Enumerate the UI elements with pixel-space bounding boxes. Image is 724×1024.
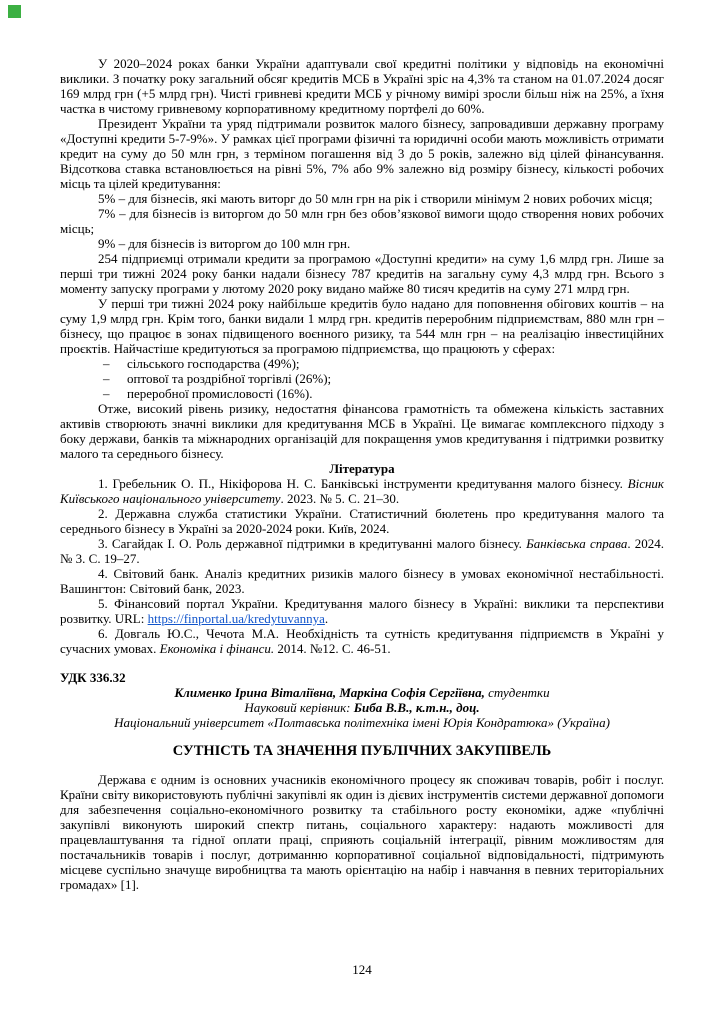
text-segment: Економіка і фінанси. xyxy=(159,641,275,656)
text-segment: 2014. №12. С. 46-51. xyxy=(274,641,391,656)
list-dash: – xyxy=(103,371,110,386)
reference-item xyxy=(60,536,664,566)
list-item xyxy=(60,386,664,401)
text-segment: 2. Державна служба статистики України. Статистичний бюлетень про кредитування малого та середнього бізнесу в Україні за 2020-2024 роки. Київ, 2024. xyxy=(60,506,664,536)
paragraph: Президент України та уряд підтримали розвиток малого бізнесу, запровадивши державну програму «Доступні кредити 5-7-9%». У рамках цієї програми фізичні та юридичні особи мають можливість отримати кредит на суму до 50 млн грн, з терміном погашення від 3 до 5 років, залежно від цілей фінансування. Відсоткова ставка встановлюється на рівні 5%, 7% або 9% залежно від розміру бізнесу, кількості робочих місць та цілей кредитування: xyxy=(60,116,664,191)
text-segment: Вісник Київського національного університету xyxy=(60,476,664,506)
text-segment: . 2024. № 3. С. 19–27. xyxy=(60,536,665,566)
green-square-marker xyxy=(8,5,21,18)
text-segment: Науковий керівник: xyxy=(244,700,354,715)
reference-item xyxy=(60,476,664,506)
supervisor-line xyxy=(60,700,664,715)
list-item-text: переробної промисловості (16%). xyxy=(127,386,313,401)
paragraph: 254 підприємці отримали кредити за програмою «Доступні кредити» на суму 1,6 млрд грн. Лише за перші три тижні 2024 року банки надали бізнесу 787 кредитів на загальну суму 4,3 млрд грн. Всього з моменту запуску програми у лютому 2020 року видано майже 80 тисяч кредитів на суму 271 млрд грн. xyxy=(60,251,664,296)
text-segment: . xyxy=(324,611,329,626)
list-item-text: оптової та роздрібної торгівлі (26%); xyxy=(127,371,332,386)
text-segment: 1. Гребельник О. П., Нікіфорова Н. С. Банківські інструменти кредитування малого бізнесу. xyxy=(98,476,628,491)
article-title: СУТНІСТЬ ТА ЗНАЧЕННЯ ПУБЛІЧНИХ ЗАКУПІВЕЛЬ xyxy=(172,743,552,759)
text-segment: . 2023. № 5. С. 21–30. xyxy=(280,491,400,506)
list-item xyxy=(60,356,664,371)
text-segment: 3. Сагайдак І. О. Роль державної підтримки в кредитуванні малого бізнесу. xyxy=(98,536,527,551)
reference-item xyxy=(60,566,664,596)
page-number: 124 xyxy=(352,962,372,977)
udc-code: УДК 336.32 xyxy=(60,670,126,685)
reference-item xyxy=(60,626,664,656)
reference-item xyxy=(60,596,664,626)
text-segment: 4. Світовий банк. Аналіз кредитних ризиків малого бізнесу в умовах економічної нестабільності. Вашингтон: Світовий банк, 2023. xyxy=(60,566,664,596)
list-dash: – xyxy=(103,356,110,371)
list-dash: – xyxy=(103,386,110,401)
paragraph: У 2020–2024 роках банки України адаптували свої кредитні політики у відповідь на економічні виклики. З початку року загальний обсяг кредитів МСБ в Україні зріс на 4,3% та станом на 01.07.2024 досяг 169 млрд грн (+5 млрд грн). Чисті гривневі кредити МСБ у річному вимірі зросли більш ніж на 25%, а їхня частка в чистому гривневому корпоративному кредитному портфелі до 60%. xyxy=(60,56,664,116)
list-item xyxy=(60,371,664,386)
paragraph-rate-7: 7% – для бізнесів із виторгом до 50 млн грн без обов’язкової вимоги щодо створення нових робочих місць; xyxy=(60,206,664,236)
text-segment: студентки xyxy=(484,685,550,700)
paragraph: Держава є одним із основних учасників економічного процесу як споживач товарів, робіт і послуг. Країни світу використовують публічні закупівлі як один із дієвих інструментів системи державної допомоги для забезпечення соціально-економічного розвитку та стабільного росту економіки, адже «публічні закупівлі виконують широкий спектр питань, соціального характеру: надають можливості для працевлаштування та гідної оплати праці, сприяють соціальній інтеграції, рівним можливостям для постачальників товарів і послуг, дотриманню корпоративної соціальної відповідальності, підтримують місцеве суспільно значуще виробництва та мають орієнтацію на набір і навчання в певних територіальних громадах» [1]. xyxy=(60,772,664,892)
list-item-text: сільського господарства (49%); xyxy=(127,356,300,371)
authors-line xyxy=(60,685,664,700)
affiliation-line: Національний університет «Полтавська політехніка імені Юрія Кондратюка» (Україна) xyxy=(114,715,610,730)
text-segment: 5. Фінансовий портал України. Кредитування малого бізнесу в Україні: виклики та перспективи розвитку. URL: xyxy=(60,596,664,626)
reference-item xyxy=(60,506,664,536)
paragraph: У перші три тижні 2024 року найбільше кредитів було надано для поповнення обігових коштів – на суму 1,9 млрд грн. Крім того, банки видали 1 млрд грн. кредитів переробним підприємствам, 880 млн грн – бізнесу, що працює в зонах підвищеного воєнного ризику, та 544 млн грн – на реалізацію інвестиційних проєктів. Найчастіше кредитуються за програмою підприємства, що працюють у сферах: xyxy=(60,296,664,356)
text-segment: Биба В.В., к.т.н., доц. xyxy=(353,700,480,715)
reference-url-link[interactable]: https://finportal.ua/kredytuvannya xyxy=(147,611,325,626)
text-segment: Банківська справа xyxy=(526,536,628,551)
text-segment: Клименко Ірина Віталіївна, Маркіна Софія Сергіївна, xyxy=(174,685,485,700)
paragraph-rate-5: 5% – для бізнесів, які мають виторг до 50 млн грн на рік і створили мінімум 2 нових робочих місця; xyxy=(98,191,653,206)
literature-heading: Література xyxy=(329,461,395,476)
paragraph: Отже, високий рівень ризику, недостатня фінансова грамотність та обмежена кількість заставних активів створюють значні виклики для кредитування МСБ в Україні. Це вимагає комплексного підходу з боку держави, банків та міжнародних організацій для покращення умов кредитування і підтримки розвитку малого та середнього бізнесу. xyxy=(60,401,664,461)
text-segment: 6. Довгаль Ю.С., Чечота М.А. Необхідність та сутність кредитування підприємств в Україні у сучасних умовах. xyxy=(60,626,664,656)
paragraph-rate-9: 9% – для бізнесів із виторгом до 100 млн грн. xyxy=(98,236,351,251)
